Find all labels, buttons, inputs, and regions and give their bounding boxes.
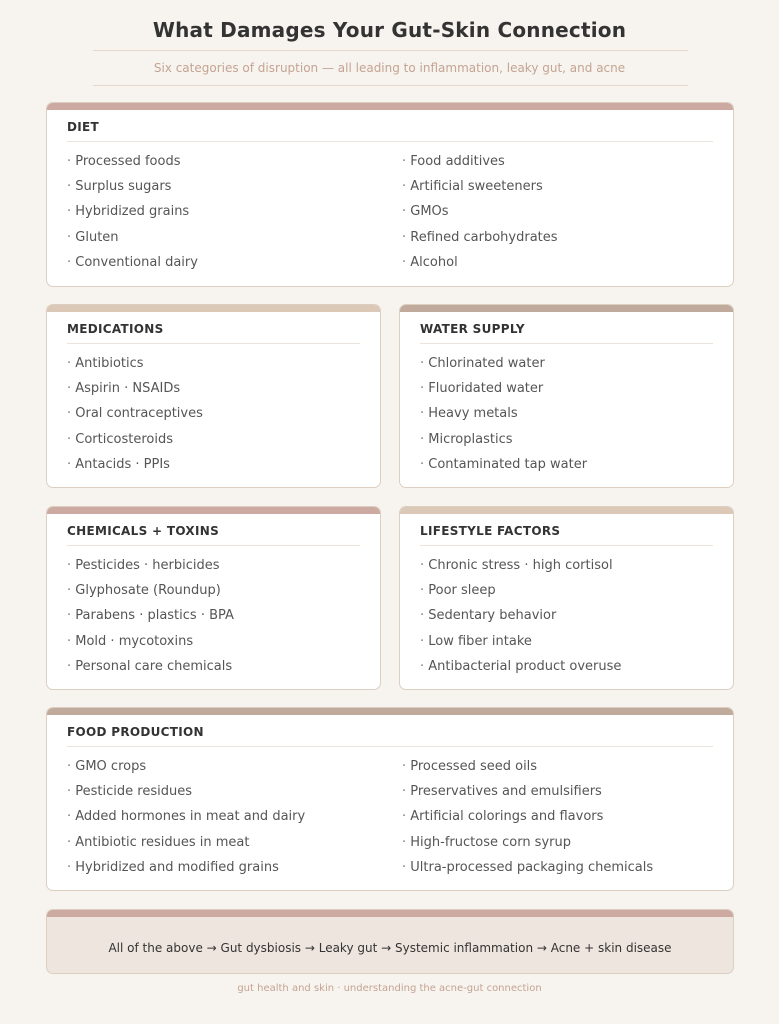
list-item: · Artificial sweeteners <box>402 174 558 199</box>
list-item: · GMOs <box>402 199 558 224</box>
list-item: · Low fiber intake <box>420 629 621 654</box>
list-item: · Antibiotics <box>67 351 203 376</box>
list-item: · Preservatives and emulsifiers <box>402 779 653 804</box>
list-item: · Processed seed oils <box>402 754 653 779</box>
lifestyle-factors-card <box>399 506 734 690</box>
card-divider <box>67 746 713 747</box>
card-accent-bar <box>47 305 380 312</box>
title-divider <box>93 50 688 51</box>
diet-list-right <box>402 149 558 275</box>
card-title: WATER SUPPLY <box>420 322 525 336</box>
list-item: · Parabens · plastics · BPA <box>67 603 234 628</box>
card-divider <box>420 343 713 344</box>
lifestyle-factors-list <box>420 553 621 679</box>
list-item: · Oral contraceptives <box>67 401 203 426</box>
card-accent-bar <box>400 507 733 514</box>
list-item: · Fluoridated water <box>420 376 587 401</box>
list-item: · Contaminated tap water <box>420 452 587 477</box>
card-title: FOOD PRODUCTION <box>67 725 204 739</box>
medications-list <box>67 351 203 477</box>
card-accent-bar <box>400 305 733 312</box>
list-item: · Surplus sugars <box>67 174 198 199</box>
card-accent-bar <box>47 103 733 110</box>
list-item: · Refined carbohydrates <box>402 225 558 250</box>
list-item: · Sedentary behavior <box>420 603 621 628</box>
list-item: · Heavy metals <box>420 401 587 426</box>
list-item: · Gluten <box>67 225 198 250</box>
list-item: · Antibiotic residues in meat <box>67 830 305 855</box>
chemicals-toxins-card <box>46 506 381 690</box>
list-item: · Antibacterial product overuse <box>420 654 621 679</box>
list-item: · Chlorinated water <box>420 351 587 376</box>
chemicals-toxins-list <box>67 553 234 679</box>
card-accent-bar <box>47 708 733 715</box>
card-title: LIFESTYLE FACTORS <box>420 524 561 538</box>
list-item: · Mold · mycotoxins <box>67 629 234 654</box>
card-title: MEDICATIONS <box>67 322 164 336</box>
water-supply-list <box>420 351 587 477</box>
list-item: · Ultra-processed packaging chemicals <box>402 855 653 880</box>
list-item: · Antacids · PPIs <box>67 452 203 477</box>
list-item: · Conventional dairy <box>67 250 198 275</box>
diet-card <box>46 102 734 287</box>
food-production-list-right <box>402 754 653 880</box>
list-item: · Hybridized and modified grains <box>67 855 305 880</box>
list-item: · Personal care chemicals <box>67 654 234 679</box>
subtitle-divider <box>93 85 688 86</box>
diet-list-left <box>67 149 198 275</box>
page-title: What Damages Your Gut-Skin Connection <box>152 18 627 42</box>
summary-accent-bar <box>47 910 733 917</box>
list-item: · Pesticide residues <box>67 779 305 804</box>
list-item: · Glyphosate (Roundup) <box>67 578 234 603</box>
list-item: · Artificial colorings and flavors <box>402 804 653 829</box>
water-supply-card <box>399 304 734 488</box>
footer-caption: gut health and skin · understanding the acne-gut connection <box>237 983 542 994</box>
list-item: · Poor sleep <box>420 578 621 603</box>
food-production-card <box>46 707 734 891</box>
list-item: · High-fructose corn syrup <box>402 830 653 855</box>
card-accent-bar <box>47 507 380 514</box>
list-item: · Added hormones in meat and dairy <box>67 804 305 829</box>
card-divider <box>67 141 713 142</box>
card-title: DIET <box>67 120 100 134</box>
medications-card <box>46 304 381 488</box>
list-item: · Corticosteroids <box>67 427 203 452</box>
card-title: CHEMICALS + TOXINS <box>67 524 220 538</box>
list-item: · Microplastics <box>420 427 587 452</box>
card-divider <box>67 545 360 546</box>
list-item: · Hybridized grains <box>67 199 198 224</box>
card-divider <box>420 545 713 546</box>
summary-chain: All of the above → Gut dysbiosis → Leaky gut → Systemic inflammation → Acne + skin disease <box>108 941 672 955</box>
list-item: · GMO crops <box>67 754 305 779</box>
summary-box <box>46 909 734 974</box>
list-item: · Aspirin · NSAIDs <box>67 376 203 401</box>
page-subtitle: Six categories of disruption — all leading to inflammation, leaky gut, and acne <box>153 61 626 75</box>
food-production-list-left <box>67 754 305 880</box>
list-item: · Chronic stress · high cortisol <box>420 553 621 578</box>
list-item: · Processed foods <box>67 149 198 174</box>
list-item: · Alcohol <box>402 250 558 275</box>
card-divider <box>67 343 360 344</box>
list-item: · Food additives <box>402 149 558 174</box>
list-item: · Pesticides · herbicides <box>67 553 234 578</box>
